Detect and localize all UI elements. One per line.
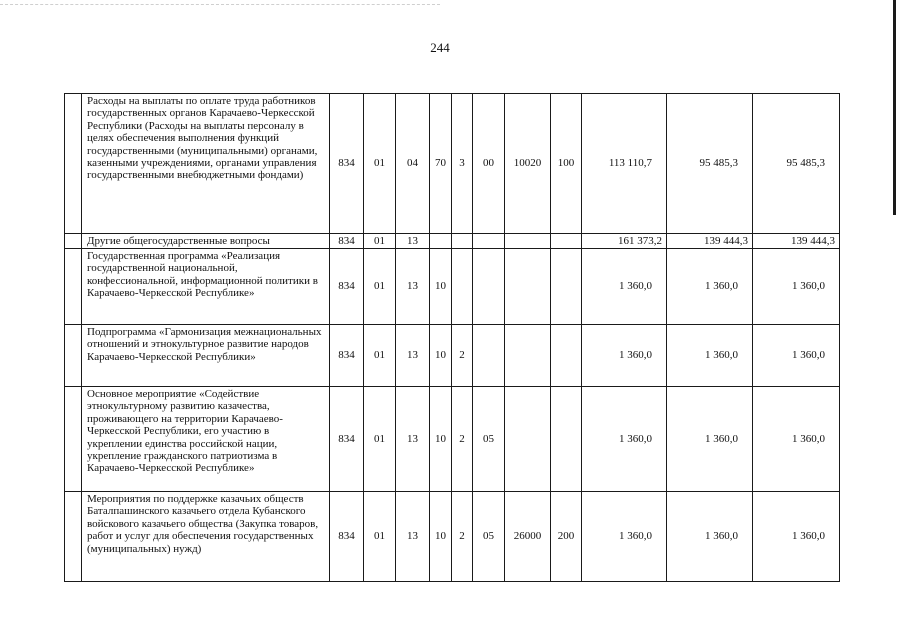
ministry-code: 834 [330, 325, 364, 387]
sum-year-1: 1 360,0 [582, 492, 667, 582]
table-row [65, 387, 840, 492]
program-code [430, 234, 452, 249]
ministry-code: 834 [330, 387, 364, 492]
table-row [65, 325, 840, 387]
table-row [65, 234, 840, 249]
event-code: 00 [473, 94, 505, 234]
blank-cell [65, 234, 82, 249]
subprogram-code: 2 [452, 492, 473, 582]
sum-year-3: 1 360,0 [753, 325, 840, 387]
subprogram-code: 2 [452, 387, 473, 492]
row-name: Мероприятия по поддержке казачьих обществ Баталпашинского казачьего отдела Кубанского войскового казачьего общества (Закупка товаров, работ и услуг для обеспечения государственных (муниципальных) нужд) [82, 492, 330, 582]
sum-year-1: 161 373,2 [582, 234, 667, 249]
scan-artifact-top-line [0, 4, 440, 5]
sum-year-2: 1 360,0 [667, 325, 753, 387]
table-row [65, 492, 840, 582]
table-row [65, 249, 840, 325]
direction-code [505, 234, 551, 249]
subsection-code: 13 [396, 325, 430, 387]
ministry-code: 834 [330, 94, 364, 234]
event-code [473, 325, 505, 387]
table-row [65, 94, 840, 234]
program-code: 70 [430, 94, 452, 234]
sum-year-3: 1 360,0 [753, 492, 840, 582]
sum-year-2: 139 444,3 [667, 234, 753, 249]
expense-type-code: 100 [551, 94, 582, 234]
sum-year-3: 1 360,0 [753, 387, 840, 492]
sum-year-1: 1 360,0 [582, 387, 667, 492]
row-name: Другие общегосударственные вопросы [82, 234, 330, 249]
expense-type-code: 200 [551, 492, 582, 582]
scan-artifact-right-edge [893, 0, 896, 215]
event-code: 05 [473, 387, 505, 492]
ministry-code: 834 [330, 234, 364, 249]
program-code: 10 [430, 492, 452, 582]
event-code [473, 249, 505, 325]
sum-year-3: 139 444,3 [753, 234, 840, 249]
subsection-code: 13 [396, 492, 430, 582]
sum-year-2: 1 360,0 [667, 492, 753, 582]
direction-code [505, 249, 551, 325]
section-code: 01 [364, 234, 396, 249]
blank-cell [65, 325, 82, 387]
direction-code: 10020 [505, 94, 551, 234]
expense-type-code [551, 234, 582, 249]
blank-cell [65, 387, 82, 492]
section-code: 01 [364, 387, 396, 492]
section-code: 01 [364, 249, 396, 325]
blank-cell [65, 249, 82, 325]
subprogram-code [452, 234, 473, 249]
section-code: 01 [364, 94, 396, 234]
blank-cell [65, 94, 82, 234]
subprogram-code: 2 [452, 325, 473, 387]
sum-year-1: 113 110,7 [582, 94, 667, 234]
row-name: Государственная программа «Реализация государственной национальной, конфессиональной, информационной политики в Карачаево-Черкесской Республике» [82, 249, 330, 325]
subsection-code: 13 [396, 387, 430, 492]
section-code: 01 [364, 325, 396, 387]
direction-code [505, 325, 551, 387]
direction-code: 26000 [505, 492, 551, 582]
subsection-code: 13 [396, 249, 430, 325]
budget-table [64, 93, 840, 582]
row-name: Подпрограмма «Гармонизация межнациональных отношений и этнокультурное развитие народов Карачаево-Черкесской Республики» [82, 325, 330, 387]
row-name: Основное мероприятие «Содействие этнокультурному развитию казачества, проживающего на территории Карачаево-Черкесской Республики, его участию в укреплении единства российской нации, укрепление гражданского патриотизма в Карачаево-Черкесской Республике» [82, 387, 330, 492]
program-code: 10 [430, 387, 452, 492]
event-code [473, 234, 505, 249]
blank-cell [65, 492, 82, 582]
ministry-code: 834 [330, 249, 364, 325]
expense-type-code [551, 325, 582, 387]
page-number: 244 [430, 40, 450, 55]
subprogram-code: 3 [452, 94, 473, 234]
sum-year-1: 1 360,0 [582, 249, 667, 325]
sum-year-2: 95 485,3 [667, 94, 753, 234]
expense-type-code [551, 249, 582, 325]
program-code: 10 [430, 249, 452, 325]
row-name: Расходы на выплаты по оплате труда работников государственных органов Карачаево-Черкесской Республики (Расходы на выплаты персоналу в целях обеспечения выполнения функций государственными (муниципальными) органами, казенными учреждениями, органами управления государственными внебюджетными фондами) [82, 94, 330, 234]
section-code: 01 [364, 492, 396, 582]
ministry-code: 834 [330, 492, 364, 582]
direction-code [505, 387, 551, 492]
subsection-code: 13 [396, 234, 430, 249]
subprogram-code [452, 249, 473, 325]
sum-year-2: 1 360,0 [667, 249, 753, 325]
sum-year-3: 1 360,0 [753, 249, 840, 325]
sum-year-1: 1 360,0 [582, 325, 667, 387]
sum-year-3: 95 485,3 [753, 94, 840, 234]
expense-type-code [551, 387, 582, 492]
sum-year-2: 1 360,0 [667, 387, 753, 492]
event-code: 05 [473, 492, 505, 582]
program-code: 10 [430, 325, 452, 387]
subsection-code: 04 [396, 94, 430, 234]
